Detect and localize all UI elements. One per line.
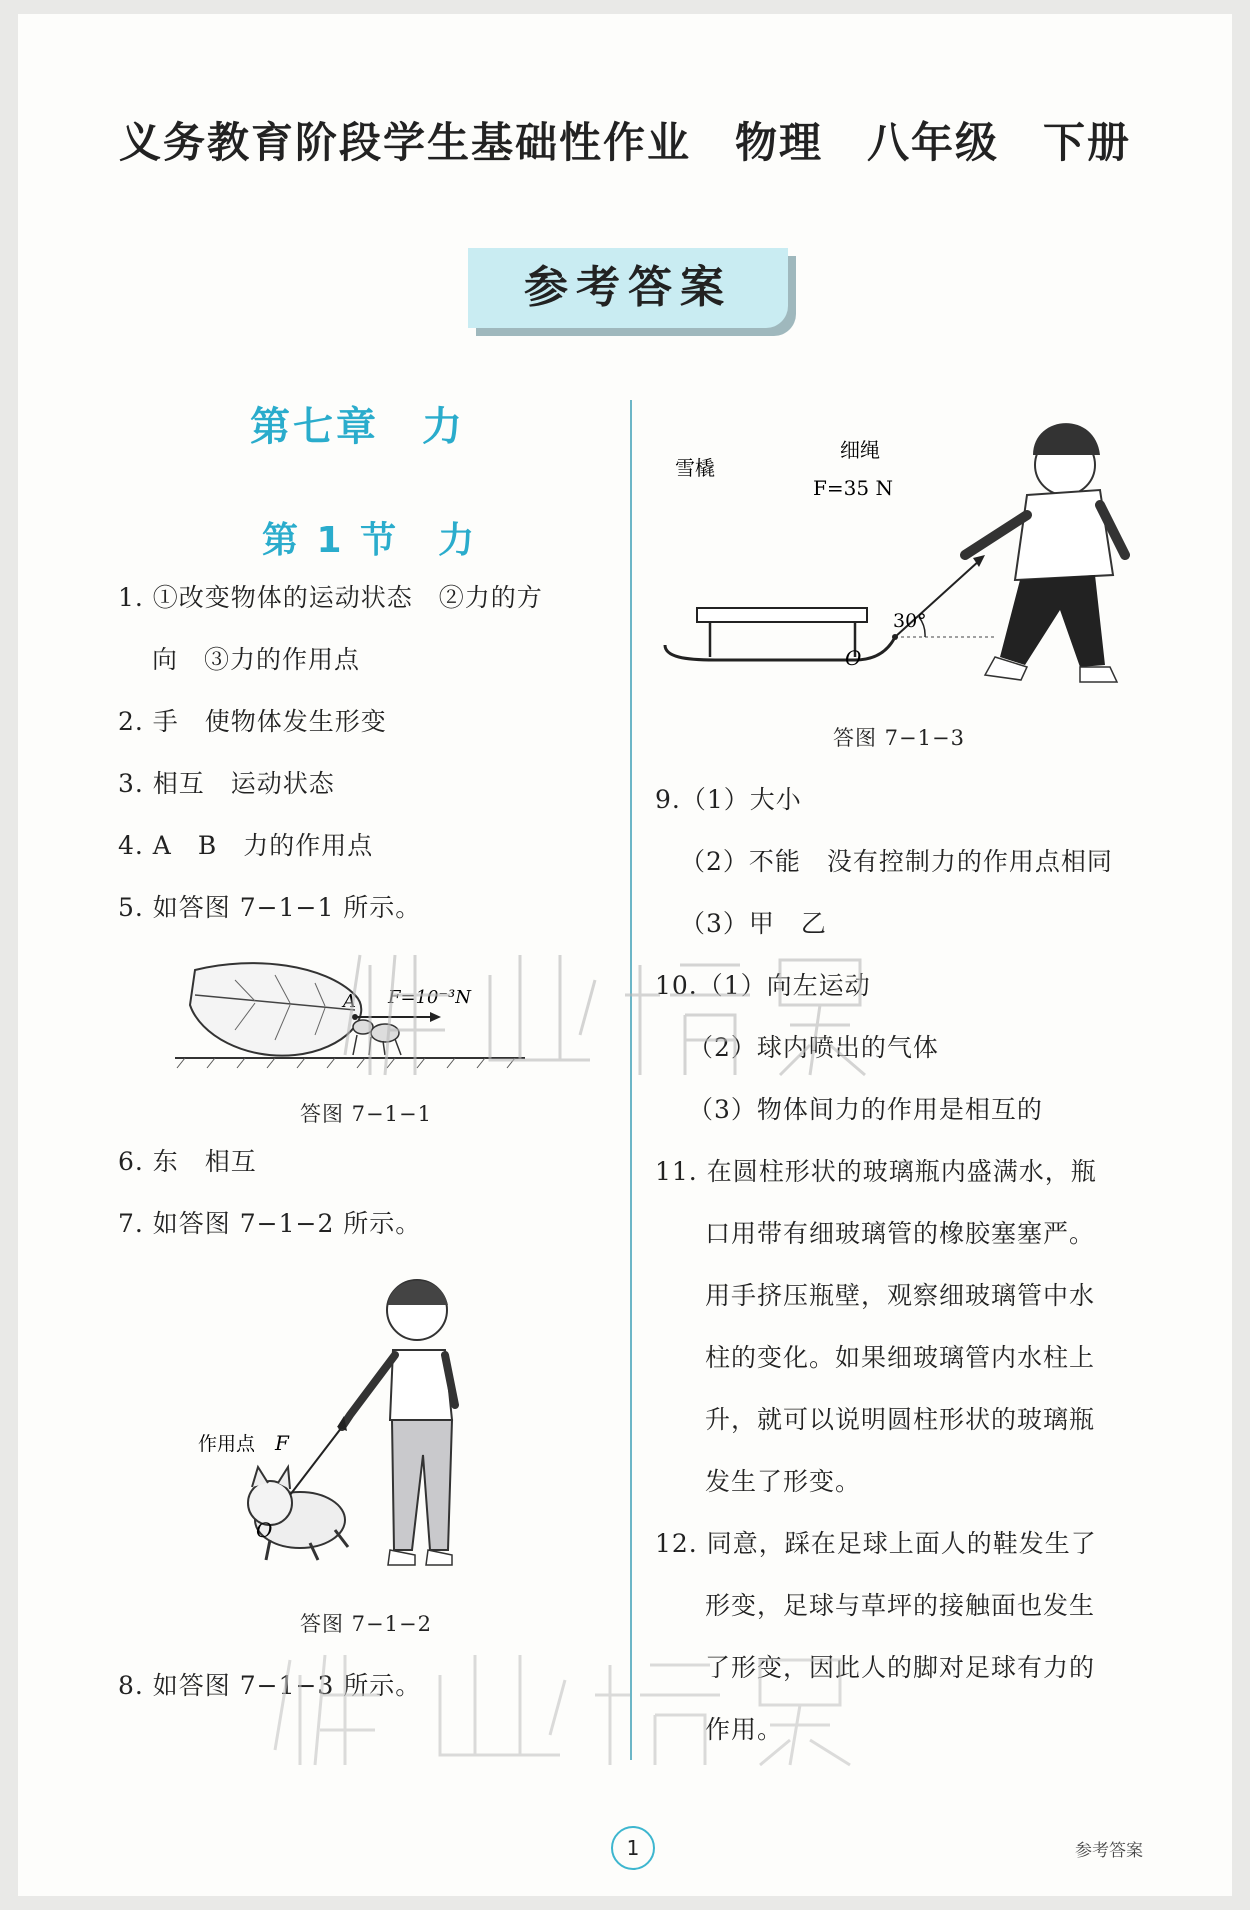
header-grade: 八年级 xyxy=(867,118,1000,167)
answer-line: 2. 手 使物体发生形变 xyxy=(118,707,387,736)
header-volume: 下册 xyxy=(1043,118,1132,167)
answer-line: （3）物体间力的作用是相互的 xyxy=(688,1095,1043,1124)
answer-line: 形变，足球与草坪的接触面也发生 xyxy=(705,1591,1096,1620)
boy-pants xyxy=(1000,575,1105,667)
answer-line: 3. 相互 运动状态 xyxy=(118,769,335,798)
leash-force-line xyxy=(290,1427,342,1495)
page-header xyxy=(0,110,1250,170)
answer-line: 1. ①改变物体的运动状态 ②力的方 xyxy=(118,583,543,612)
answer-line: （3）甲 乙 xyxy=(680,909,827,938)
figure-caption: 答图 7−1−1 xyxy=(300,1102,432,1126)
girl-hair xyxy=(388,1281,448,1305)
girl-shoes xyxy=(388,1550,452,1565)
girl-arm xyxy=(342,1355,395,1427)
figure-boy-sled xyxy=(655,395,1145,725)
figure-caption: 答图 7−1−3 xyxy=(833,726,965,750)
answer-line: 5. 如答图 7−1−1 所示。 xyxy=(118,893,422,922)
sled-posts xyxy=(710,622,855,657)
answer-line: 7. 如答图 7−1−2 所示。 xyxy=(118,1209,422,1238)
answer-line: 发生了形变。 xyxy=(705,1467,862,1496)
answer-line: 了形变，因此人的脚对足球有力的 xyxy=(705,1653,1096,1682)
header-title: 义务教育阶段学生基础性作业 xyxy=(118,118,691,167)
answer-line: 向 ③力的作用点 xyxy=(152,645,361,674)
section-title: 第 1 节 力 xyxy=(262,520,478,561)
label-a: A xyxy=(343,991,356,1012)
label-angle: 30° xyxy=(893,610,927,632)
label-rope: 细绳 xyxy=(840,438,880,462)
answer-line: 12. 同意，踩在足球上面人的鞋发生了 xyxy=(655,1529,1097,1558)
label-force: F=35 N xyxy=(813,476,893,500)
footer-label: 参考答案 xyxy=(1075,1841,1143,1861)
answer-banner: 参考答案 xyxy=(468,248,788,328)
girl-pants xyxy=(392,1420,452,1550)
boy-hat xyxy=(1033,423,1100,455)
answer-line: 升，就可以说明圆柱形状的玻璃瓶 xyxy=(705,1405,1096,1434)
answer-line: 11. 在圆柱形状的玻璃瓶内盛满水，瓶 xyxy=(655,1157,1097,1186)
point-o-dot xyxy=(892,634,898,640)
answer-line: 4. A B 力的作用点 xyxy=(118,831,374,860)
figure-girl-dog xyxy=(198,1255,510,1595)
watermark-graphic xyxy=(270,1635,870,1775)
answer-line: 8. 如答图 7−1−3 所示。 xyxy=(118,1671,422,1700)
answer-line: 作用。 xyxy=(705,1715,784,1744)
label-force: F=10⁻³N xyxy=(388,987,471,1008)
label-action-point: 作用点 xyxy=(198,1433,256,1455)
page-number: 1 xyxy=(611,1826,655,1870)
label-o: O xyxy=(845,646,862,670)
answer-line: 口用带有细玻璃管的橡胶塞塞严。 xyxy=(705,1219,1096,1248)
answer-line: 6. 东 相互 xyxy=(118,1147,257,1176)
label-sled: 雪橇 xyxy=(675,456,715,480)
label-force: F xyxy=(275,1431,289,1455)
sled-seat xyxy=(697,608,867,622)
answer-line: 用手挤压瓶壁，观察细玻璃管中水 xyxy=(705,1281,1096,1310)
watermark-graphic xyxy=(340,935,880,1085)
answer-line: （2）球内喷出的气体 xyxy=(688,1033,939,1062)
answer-line: 10.（1）向左运动 xyxy=(655,971,871,1000)
answer-line: （2）不能 没有控制力的作用点相同 xyxy=(680,847,1113,876)
chapter-title: 第七章 力 xyxy=(250,404,465,450)
header-subject: 物理 xyxy=(734,118,823,167)
answer-line: 柱的变化。如果细玻璃管内水柱上 xyxy=(705,1343,1096,1372)
label-o: O xyxy=(256,1518,273,1542)
answer-line: 9.（1）大小 xyxy=(655,785,802,814)
figure-caption: 答图 7−1−2 xyxy=(300,1612,432,1636)
